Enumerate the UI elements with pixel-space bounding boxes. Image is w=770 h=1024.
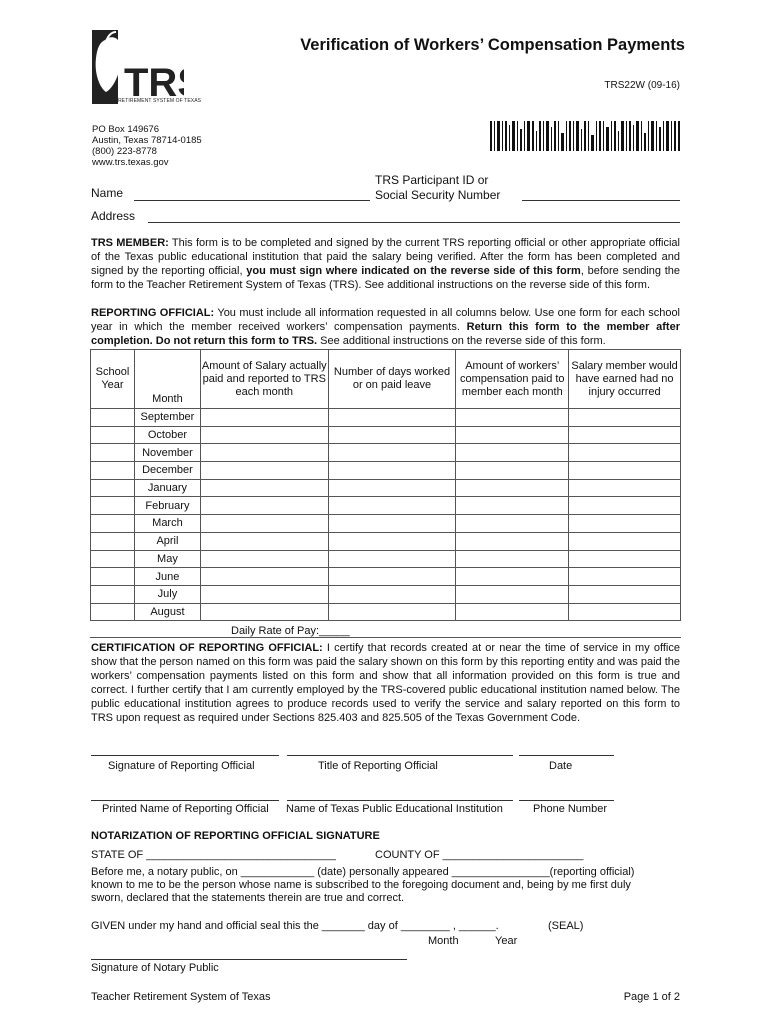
participant-id-field[interactable] (522, 200, 680, 201)
participant-id-label (375, 173, 500, 203)
institution-label: Name of Texas Public Educational Institution (286, 803, 503, 815)
notary-signature-label: Signature of Notary Public (91, 962, 219, 974)
county-field[interactable]: COUNTY OF _______________________ (375, 849, 584, 861)
salary-earned-cell[interactable] (569, 497, 681, 515)
school-year-cell[interactable] (91, 497, 135, 515)
month-cell: October (134, 426, 200, 444)
signature-official-label: Signature of Reporting Official (108, 760, 255, 772)
month-cell: April (134, 532, 200, 550)
table-row (91, 426, 681, 444)
form-number: TRS22W (09-16) (604, 80, 680, 91)
signature-official-line[interactable] (91, 755, 279, 756)
table-row (91, 585, 681, 603)
school-year-cell[interactable] (91, 568, 135, 586)
salary-earned-cell[interactable] (569, 426, 681, 444)
workers-comp-cell[interactable] (456, 462, 569, 480)
table-header-row (91, 350, 681, 409)
salary-cell[interactable] (200, 479, 328, 497)
payments-table (90, 349, 681, 621)
days-cell[interactable] (328, 532, 456, 550)
salary-earned-cell[interactable] (569, 409, 681, 427)
workers-comp-cell[interactable] (456, 568, 569, 586)
salary-earned-cell[interactable] (569, 479, 681, 497)
address-line: PO Box 149676 (92, 124, 160, 135)
school-year-cell[interactable] (91, 444, 135, 462)
days-cell[interactable] (328, 479, 456, 497)
workers-comp-cell[interactable] (456, 550, 569, 568)
days-cell[interactable] (328, 568, 456, 586)
days-cell[interactable] (328, 462, 456, 480)
year-label: Year (495, 935, 518, 947)
participant-id-label-line: Social Security Number (375, 188, 501, 202)
month-cell: December (134, 462, 200, 480)
salary-earned-cell[interactable] (569, 532, 681, 550)
days-cell[interactable] (328, 426, 456, 444)
school-year-cell[interactable] (91, 515, 135, 533)
address-line: Austin, Texas 78714-0185 (92, 135, 202, 146)
phone-line[interactable] (519, 800, 614, 801)
workers-comp-cell[interactable] (456, 515, 569, 533)
barcode-icon (490, 121, 680, 151)
instruction-text: You must include all information requested in all columns below. Use one form for each school year in which the member received workers’ compensation payments. (91, 307, 681, 333)
table-row (91, 497, 681, 515)
school-year-cell[interactable] (91, 550, 135, 568)
days-cell[interactable] (328, 585, 456, 603)
participant-id-label-line: TRS Participant ID or (375, 173, 489, 187)
workers-comp-cell[interactable] (456, 585, 569, 603)
instruction-emphasis: Return this form to the member after completion. Do not return this form to TRS. (91, 321, 680, 347)
daily-rate-label[interactable]: Daily Rate of Pay:_____ (231, 625, 350, 637)
salary-earned-cell[interactable] (569, 603, 681, 621)
phone-label: Phone Number (533, 803, 607, 815)
date-line[interactable] (519, 755, 614, 756)
school-year-cell[interactable] (91, 603, 135, 621)
table-bottom-divider (90, 637, 681, 638)
title-official-label: Title of Reporting Official (318, 760, 438, 772)
apple-logo-icon (92, 30, 184, 104)
days-cell[interactable] (328, 550, 456, 568)
school-year-cell[interactable] (91, 532, 135, 550)
notary-statement (91, 866, 634, 905)
header-workers-comp: Amount of workers’ compensation paid to member each month (456, 350, 569, 409)
table-row (91, 532, 681, 550)
header-days: Number of days worked or on paid leave (328, 350, 456, 409)
trs-logo (92, 30, 184, 104)
salary-earned-cell[interactable] (569, 568, 681, 586)
footer-organization: Teacher Retirement System of Texas (91, 991, 271, 1003)
instruction-emphasis: you must sign where indicated on the reverse side of this form (246, 265, 581, 277)
notary-statement-line: sworn, declared that the statements therein are true and correct. (91, 892, 405, 904)
school-year-cell[interactable] (91, 426, 135, 444)
month-cell: July (134, 585, 200, 603)
days-cell[interactable] (328, 444, 456, 462)
workers-comp-cell[interactable] (456, 426, 569, 444)
given-line[interactable]: GIVEN under my hand and official seal this the _______ day of ________ , ______. (91, 920, 499, 932)
table-row (91, 462, 681, 480)
month-cell: September (134, 409, 200, 427)
salary-cell[interactable] (200, 532, 328, 550)
state-field[interactable]: STATE OF _______________________________ (91, 849, 336, 861)
member-heading: TRS MEMBER: (91, 237, 169, 249)
page-title: Verification of Workers’ Compensation Payments (300, 36, 685, 54)
table-row (91, 409, 681, 427)
salary-cell[interactable] (200, 603, 328, 621)
month-cell: November (134, 444, 200, 462)
certification-heading: CERTIFICATION OF REPORTING OFFICIAL: (91, 642, 323, 654)
title-official-line[interactable] (287, 755, 513, 756)
month-cell: January (134, 479, 200, 497)
mailing-address (92, 124, 202, 168)
notary-signature-line[interactable] (91, 959, 407, 960)
workers-comp-cell[interactable] (456, 479, 569, 497)
month-cell: February (134, 497, 200, 515)
salary-cell[interactable] (200, 426, 328, 444)
salary-cell[interactable] (200, 497, 328, 515)
header-month: Month (134, 350, 200, 409)
instruction-text: See additional instructions on the reverse side of this form. (317, 335, 606, 347)
table-row (91, 444, 681, 462)
printed-name-line[interactable] (91, 800, 279, 801)
header-school-year: School Year (91, 350, 135, 409)
salary-cell[interactable] (200, 444, 328, 462)
printed-name-label: Printed Name of Reporting Official (102, 803, 269, 815)
salary-earned-cell[interactable] (569, 444, 681, 462)
salary-earned-cell[interactable] (569, 462, 681, 480)
instruction-text: This form is to be completed and signed by the current TRS reporting official or other appropriate official of the Texas public educational institution that paid the salary being verified. After the form has been completed and signed by the reporting official, (91, 237, 680, 277)
school-year-cell[interactable] (91, 462, 135, 480)
school-year-cell[interactable] (91, 409, 135, 427)
notary-heading: NOTARIZATION OF REPORTING OFFICIAL SIGNATURE (91, 830, 380, 842)
salary-earned-cell[interactable] (569, 585, 681, 603)
address-field[interactable] (148, 222, 680, 223)
month-cell: May (134, 550, 200, 568)
workers-comp-cell[interactable] (456, 409, 569, 427)
month-cell: August (134, 603, 200, 621)
address-line: (800) 223-8778 (92, 146, 157, 157)
header-salary-earned: Salary member would have earned had no injury occurred (569, 350, 681, 409)
certification-text (91, 641, 680, 725)
workers-comp-cell[interactable] (456, 444, 569, 462)
notary-statement-line: known to me to be the person whose name is subscribed to the foregoing document and, being by me first duly (91, 879, 631, 891)
salary-cell[interactable] (200, 550, 328, 568)
institution-line[interactable] (287, 800, 513, 801)
seal-label: (SEAL) (548, 920, 584, 932)
salary-earned-cell[interactable] (569, 515, 681, 533)
name-label: Name (91, 186, 124, 200)
official-heading: REPORTING OFFICIAL: (91, 307, 215, 319)
month-cell: March (134, 515, 200, 533)
official-instructions (91, 306, 680, 348)
website-link[interactable]: www.trs.texas.gov (92, 157, 169, 168)
salary-cell[interactable] (200, 585, 328, 603)
page-number: Page 1 of 2 (623, 991, 680, 1003)
table-row (91, 603, 681, 621)
table-row (91, 515, 681, 533)
school-year-cell[interactable] (91, 585, 135, 603)
school-year-cell[interactable] (91, 479, 135, 497)
svg-text:TRS: TR (124, 61, 178, 104)
table-row (91, 479, 681, 497)
workers-comp-cell[interactable] (456, 497, 569, 515)
instruction-text: , before sending the form to the Teacher Retirement System of Texas (TRS). See additional instructions on the reverse side of this form. (91, 265, 680, 291)
workers-comp-cell[interactable] (456, 603, 569, 621)
notary-statement-line: Before me, a notary public, on ____________ (date) personally appeared ________________(reporting official) (91, 866, 635, 878)
certification-body: I certify that records created at or near the time of service in my office show that the person named on this form was paid the salary shown on this form by this reporting entity and was paid the workers’ compensation payments listed on this form and show that all information provided on this form is true and correct. I further certify that I am currently employed by the TRS-covered public educational institution named below. The public educational institution agrees to produce records used to verify the service and salary reported on this form to TRS upon request as required under Sections 825.403 and 825.505 of the Texas Government Code. (91, 642, 680, 724)
salary-earned-cell[interactable] (569, 550, 681, 568)
month-cell: June (134, 568, 200, 586)
salary-cell[interactable] (200, 568, 328, 586)
salary-cell[interactable] (200, 409, 328, 427)
header-salary: Amount of Salary actually paid and reported to TRS each month (200, 350, 328, 409)
days-cell[interactable] (328, 409, 456, 427)
salary-cell[interactable] (200, 515, 328, 533)
workers-comp-cell[interactable] (456, 532, 569, 550)
member-instructions (91, 236, 680, 292)
days-cell[interactable] (328, 497, 456, 515)
days-cell[interactable] (328, 515, 456, 533)
table-row (91, 550, 681, 568)
days-cell[interactable] (328, 603, 456, 621)
name-field[interactable] (134, 200, 370, 201)
date-label: Date (549, 760, 573, 772)
address-label: Address (91, 209, 136, 223)
month-label: Month (428, 935, 459, 947)
logo-subtitle: TEACHER RETIREMENT SYSTEM OF TEXAS (92, 98, 202, 104)
table-row (91, 568, 681, 586)
salary-cell[interactable] (200, 462, 328, 480)
